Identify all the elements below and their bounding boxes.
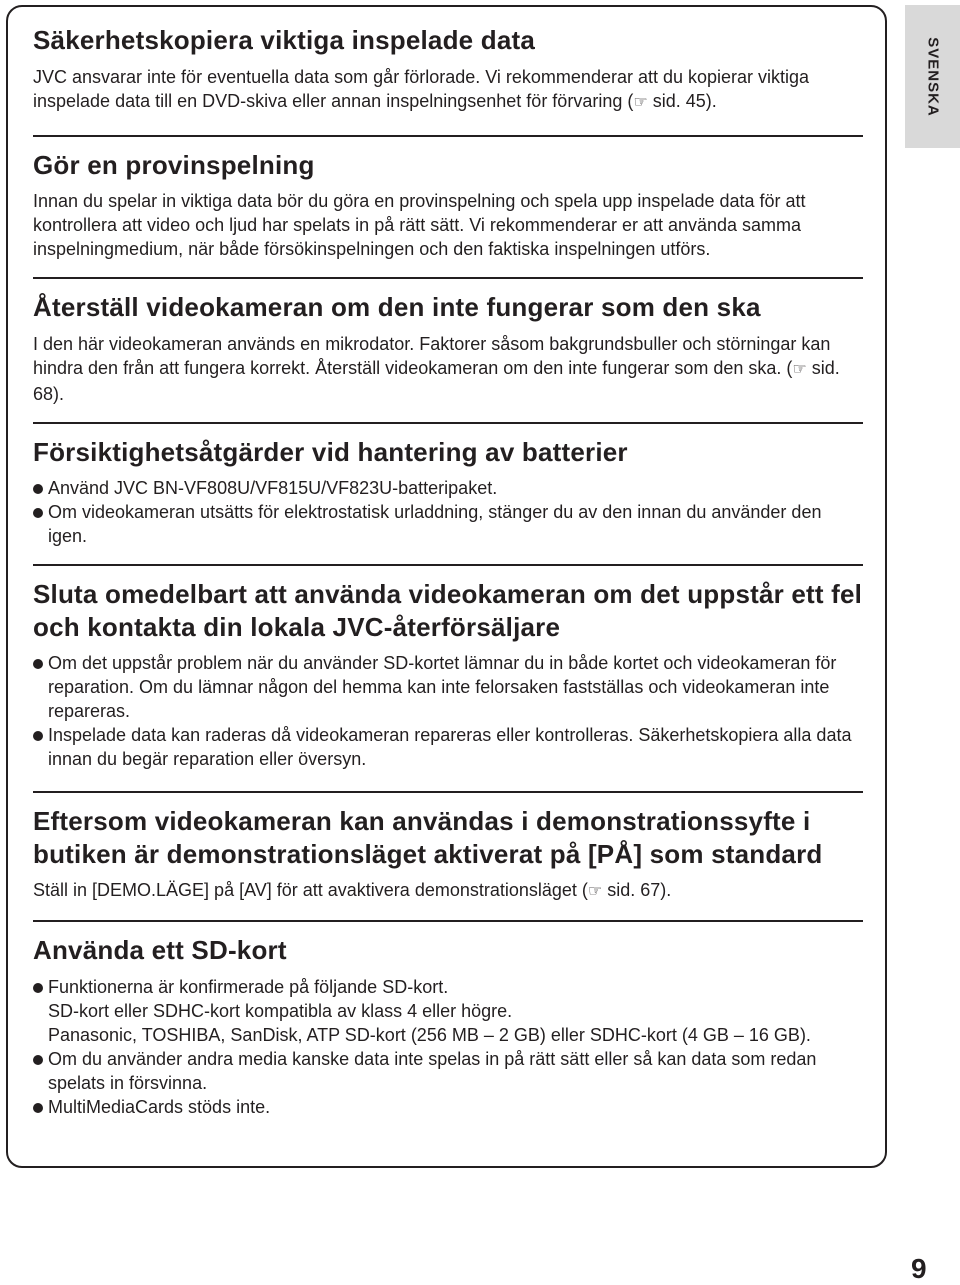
- section-title: Eftersom videokameran kan användas i demonstrationssyfte i butiken är demonstrationsläget aktiverat på [PÅ] som standard: [33, 806, 823, 869]
- section-title: Sluta omedelbart att använda videokameran om det uppstår ett fel och kontakta din lokala JVC-återförsäljare: [33, 579, 863, 642]
- section-stop-using: [33, 564, 863, 771]
- section-test-recording: [33, 135, 863, 262]
- section-text: I den här videokameran används en mikrodator. Faktorer såsom bakgrundsbuller och störningar kan hindra den från att fungera korrekt. Återställ videokameran om den inte fungerar som den ska. (☞ sid. 68).: [33, 333, 840, 404]
- section-title: Försiktighetsåtgärder vid hantering av batterier: [33, 436, 628, 467]
- list-item: Om det uppstår problem när du använder SD-kortet lämnar du in både kortet och videokameran för reparation. Om du lämnar någon del hemma kan inte felorsaken fastställas och videokameran inte repareras.: [33, 651, 863, 723]
- section-title: Använda ett SD-kort: [33, 935, 287, 965]
- section-title: Gör en provinspelning: [33, 149, 315, 180]
- list-item-line: Funktionerna är konfirmerade på följande SD-kort.: [48, 976, 449, 997]
- page-reference-icon: ☞: [633, 93, 648, 111]
- list-item: Om du använder andra media kanske data inte spelas in på rätt sätt eller så kan data som redan spelats in försvinna.: [33, 1047, 863, 1095]
- page-reference: sid. 45).: [652, 90, 717, 111]
- page-reference: sid. 68).: [33, 357, 840, 404]
- page-reference-icon: ☞: [587, 883, 603, 900]
- section-text: Ställ in [DEMO.LÄGE] på [AV] för att avaktivera demonstrationsläget (☞ sid. 67).: [33, 880, 672, 900]
- section-title: Säkerhetskopiera viktiga inspelade data: [33, 25, 536, 55]
- section-backup: [33, 24, 863, 115]
- bullet-list: [33, 975, 863, 1119]
- page-reference-icon: ☞: [792, 360, 807, 378]
- section-demo-mode: [33, 791, 863, 904]
- bullet-list: [33, 476, 863, 548]
- language-tab-label: SVENSKA: [924, 36, 941, 117]
- list-item-line: Panasonic, TOSHIBA, SanDisk, ATP SD-kort (256 MB – 2 GB) eller SDHC-kort (4 GB – 16 GB).: [48, 1024, 811, 1045]
- section-sd-card: [33, 920, 863, 1119]
- section-reset-camera: [33, 277, 863, 406]
- language-tab: [905, 5, 960, 148]
- section-text: Innan du spelar in viktiga data bör du göra en provinspelning och spela upp inspelade data för att kontrollera att video och ljud har spelats in på rätt sätt. Vi rekommenderar er att använda samma inspelningmedium, när både försökinspelningen och den faktiska inspelningen utförs.: [33, 191, 806, 259]
- list-item: MultiMediaCards stöds inte.: [33, 1095, 863, 1119]
- bullet-list: [33, 651, 863, 771]
- list-item: Inspelade data kan raderas då videokameran repareras eller kontrolleras. Säkerhetskopiera alla data innan du begär reparation eller översyn.: [33, 723, 863, 771]
- list-item: [33, 975, 863, 1047]
- list-item: Använd JVC BN-VF808U/VF815U/VF823U-batteripaket.: [33, 476, 863, 500]
- list-item-line: SD-kort eller SDHC-kort kompatibla av klass 4 eller högre.: [48, 1000, 513, 1021]
- page-content: [33, 24, 863, 1119]
- section-battery-precautions: [33, 422, 863, 549]
- list-item: Om videokameran utsätts för elektrostatisk urladdning, stänger du av den innan du använder den igen.: [33, 500, 863, 548]
- page-reference: sid. 67).: [607, 880, 672, 900]
- section-text: JVC ansvarar inte för eventuella data som går förlorade. Vi rekommenderar att du kopierar viktiga inspelade data till en DVD-skiva eller annan inspelningsenhet för förvaring (☞ sid. 45).: [33, 66, 810, 111]
- page-number: 9: [911, 1253, 927, 1284]
- section-title: Återställ videokameran om den inte fungerar som den ska: [33, 292, 761, 322]
